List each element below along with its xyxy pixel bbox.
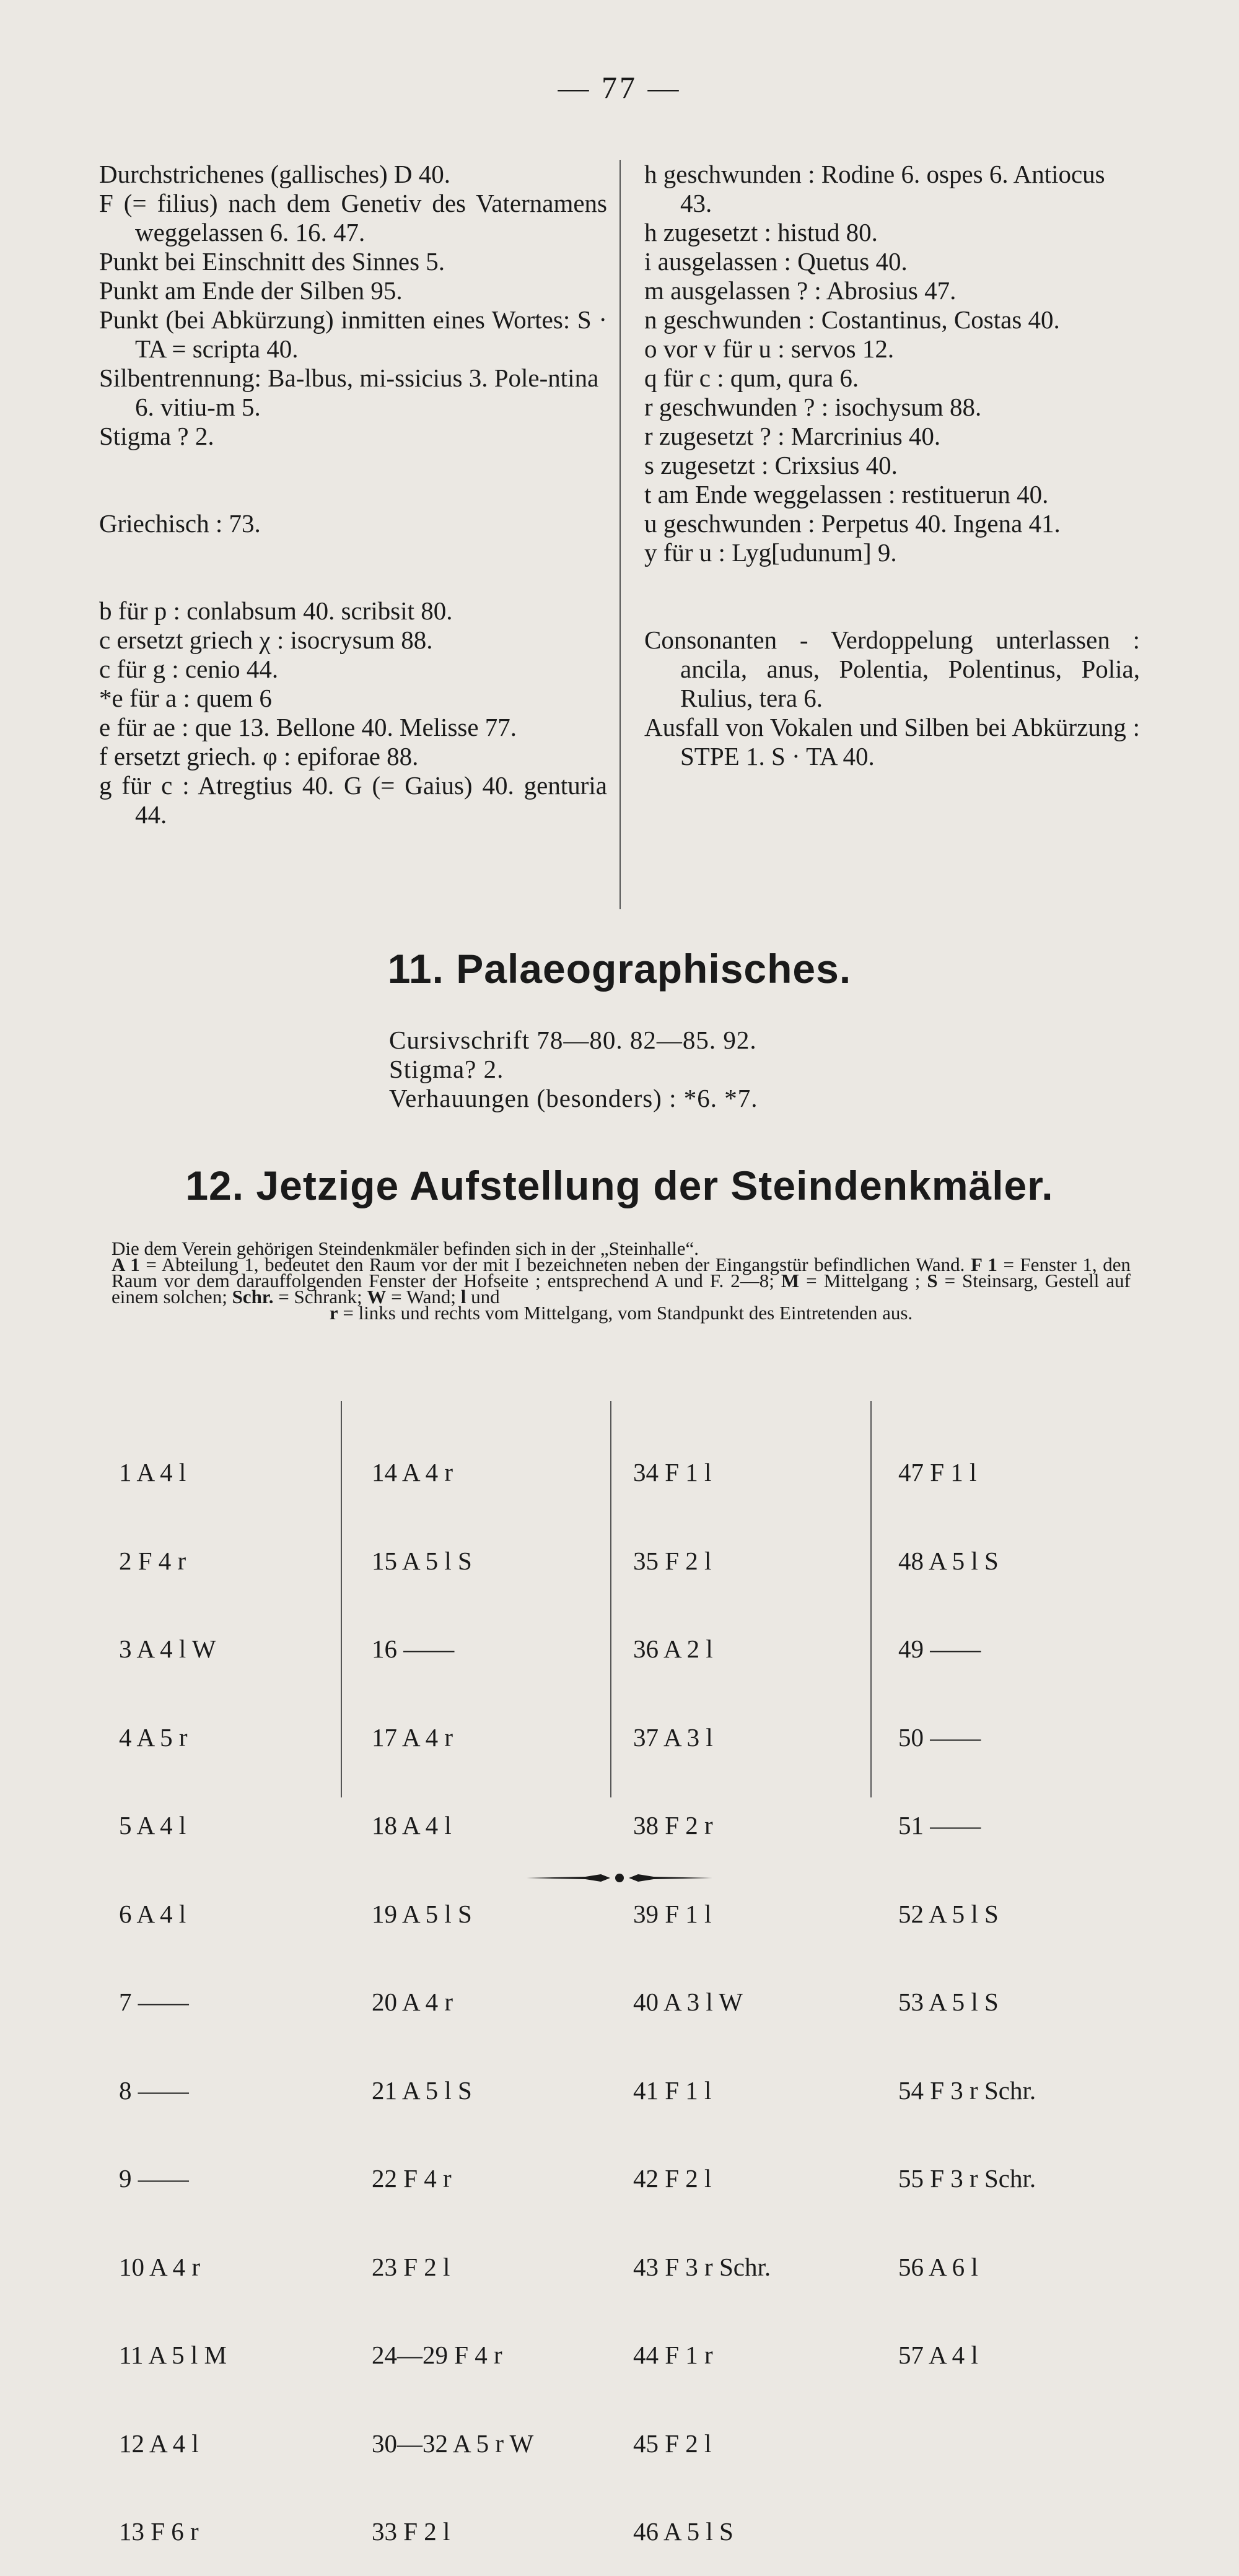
table-column-4 <box>898 1399 1036 2399</box>
table-column-1 <box>119 1399 227 2576</box>
legend-abbr: r <box>329 1302 338 1324</box>
index-entry: Silbentrennung: Ba-lbus, mi-ssicius 3. Pole-ntina 6. vitiu-m 5. <box>99 364 599 421</box>
table-row: 21 A 5 l S <box>372 2076 472 2105</box>
table-row: 44 F 1 r <box>633 2341 713 2369</box>
table-row: 15 A 5 l S <box>372 1546 472 1575</box>
index-entry: Stigma ? 2. <box>99 422 214 450</box>
index-entry: h geschwunden : Rodine 6. ospes 6. Antiocus 43. <box>644 160 1105 217</box>
table-row: 55 F 3 r Schr. <box>898 2164 1036 2193</box>
table-row: 54 F 3 r Schr. <box>898 2076 1036 2105</box>
table-row: 35 F 2 l <box>633 1546 712 1575</box>
legend-text: und <box>466 1286 500 1308</box>
table-row: 41 F 1 l <box>633 2076 712 2105</box>
table-column-2 <box>372 1399 533 2576</box>
table-row: 2 F 4 r <box>119 1546 186 1575</box>
legend-text: = Schrank; <box>273 1286 362 1308</box>
table-row: 38 F 2 r <box>633 1811 713 1840</box>
index-entry: F (= filius) nach dem Genetiv des Vaternamens weggelassen 6. 16. 47. <box>99 189 607 247</box>
index-entry: u geschwunden : Perpetus 40. Ingena 41. <box>644 509 1061 538</box>
table-row: 10 A 4 r <box>119 2252 200 2281</box>
legend-text: = Wand; <box>386 1286 456 1308</box>
index-entry: r geschwunden ? : isochysum 88. <box>644 393 982 421</box>
index-entry: m ausgelassen ? : Abrosius 47. <box>644 276 957 305</box>
table-row: 14 A 4 r <box>372 1458 453 1487</box>
index-entry: Punkt (bei Abkürzung) inmitten eines Wortes: S · TA = scripta 40. <box>99 305 607 363</box>
table-row: 9 —— <box>119 2164 189 2193</box>
index-entry: n geschwunden : Costantinus, Costas 40. <box>644 305 1060 334</box>
table-row: 45 F 2 l <box>633 2429 712 2458</box>
table-row: 51 —— <box>898 1811 981 1840</box>
section-11-heading: 11. Palaeographisches. <box>387 946 852 992</box>
index-entry: i ausgelassen : Quetus 40. <box>644 247 908 276</box>
index-entry: h zugesetzt : histud 80. <box>644 218 878 247</box>
table-row: 48 A 5 l S <box>898 1546 999 1575</box>
left-column <box>99 160 607 829</box>
legend-abbr: l <box>460 1286 466 1308</box>
table-row: 3 A 4 l W <box>119 1635 216 1663</box>
legend-text: = Steinsarg, Gestell auf einem solchen; <box>112 1270 1131 1308</box>
table-row: 7 —— <box>119 1988 189 2016</box>
index-entry: e für ae : que 13. Bellone 40. Melisse 77. <box>99 713 517 741</box>
legend-text: = Abteilung 1, bedeutet den Raum vor der mit I bezeichneten neben der Eingangstür befindlichen Wand. <box>139 1254 965 1275</box>
index-entry: y für u : Lyg[udunum] 9. <box>644 538 897 567</box>
table-row: 39 F 1 l <box>633 1899 712 1928</box>
legend-text: = Mittelgang ; <box>799 1270 921 1291</box>
legend-abbr: S <box>927 1270 938 1291</box>
table-row: 24—29 F 4 r <box>372 2341 502 2369</box>
table-row: 12 A 4 l <box>119 2429 199 2458</box>
table-column-3 <box>633 1399 771 2576</box>
table-row: 49 —— <box>898 1635 981 1663</box>
index-entry: c für g : cenio 44. <box>99 655 279 683</box>
column-divider <box>620 160 621 909</box>
list-item: Stigma? 2. <box>389 1055 504 1083</box>
table-row: 33 F 2 l <box>372 2517 450 2546</box>
table-row: 6 A 4 l <box>119 1899 186 1928</box>
table-row: 13 F 6 r <box>119 2517 199 2546</box>
end-ornament-icon <box>527 1871 712 1885</box>
section-11-list <box>389 1026 758 1113</box>
table-row: 17 A 4 r <box>372 1722 453 1752</box>
list-item: Verhauungen (besonders) : *6. *7. <box>389 1084 758 1112</box>
index-entry: g für c : Atregtius 40. G (= Gaius) 40. genturia 44. <box>99 771 607 829</box>
index-entry: Durchstrichenes (gallisches) D 40. <box>99 160 450 188</box>
legend-abbr: A 1 <box>112 1254 140 1275</box>
legend-abbr: W <box>367 1286 387 1308</box>
table-row: 43 F 3 r Schr. <box>633 2252 771 2281</box>
index-entry: b für p : conlabsum 40. scribsit 80. <box>99 596 453 625</box>
table-divider <box>870 1401 872 1797</box>
table-row: 53 A 5 l S <box>898 1988 999 2016</box>
table-row: 57 A 4 l <box>898 2341 978 2369</box>
table-row: 8 —— <box>119 2076 189 2105</box>
index-entry: t am Ende weggelassen : restituerun 40. <box>644 480 1049 509</box>
index-entry: s zugesetzt : Crixsius 40. <box>644 451 898 479</box>
table-row: 52 A 5 l S <box>898 1899 999 1928</box>
table-row: 50 —— <box>898 1722 981 1752</box>
index-entry: Ausfall von Vokalen und Silben bei Abkürzung : STPE 1. S · TA 40. <box>644 713 1140 771</box>
index-entry: Punkt am Ende der Silben 95. <box>99 276 403 305</box>
table-row: 46 A 5 l S <box>633 2517 733 2546</box>
table-row: 37 A 3 l <box>633 1722 713 1752</box>
table-row: 47 F 1 l <box>898 1458 977 1487</box>
list-item: Cursivschrift 78—80. 82—85. 92. <box>389 1026 757 1054</box>
table-row: 20 A 4 r <box>372 1988 453 2016</box>
index-entry: o vor v für u : servos 12. <box>644 334 895 363</box>
table-row: 23 F 2 l <box>372 2252 450 2281</box>
table-row: 42 F 2 l <box>633 2164 712 2193</box>
table-row: 30—32 A 5 r W <box>372 2429 534 2458</box>
index-entry: r zugesetzt ? : Marcrinius 40. <box>644 422 941 450</box>
table-row: 18 A 4 l <box>372 1811 452 1840</box>
table-row: 1 A 4 l <box>119 1458 186 1487</box>
legend-abbr: M <box>781 1270 800 1291</box>
table-divider <box>610 1401 611 1797</box>
table-row: 5 A 4 l <box>119 1811 186 1840</box>
intro-sentence: Die dem Verein gehörigen Steindenkmäler befinden sich in der „Steinhalle“. <box>112 1238 699 1259</box>
section-12-intro <box>112 1238 1131 1324</box>
table-row: 34 F 1 l <box>633 1458 712 1487</box>
table-divider <box>341 1401 342 1797</box>
index-entry: Griechisch : 73. <box>99 509 261 538</box>
index-entry: *e für a : quem 6 <box>99 684 272 712</box>
legend-text: = Fenster 1, den Raum vor dem darauffolgenden Fenster der Hofseite ; entsprechend A und F. 2—8; <box>112 1254 1131 1291</box>
index-entry: f ersetzt griech. φ : epiforae 88. <box>99 742 419 771</box>
right-column <box>644 160 1140 771</box>
page-number: — 77 — <box>558 70 681 105</box>
table-row: 22 F 4 r <box>372 2164 452 2193</box>
table-row: 4 A 5 r <box>119 1722 188 1752</box>
legend-paragraph <box>112 1254 1131 1308</box>
legend-abbr: F 1 <box>971 1254 997 1275</box>
index-entry: q für c : qum, qura 6. <box>644 364 859 392</box>
table-row: 40 A 3 l W <box>633 1988 743 2016</box>
table-row: 11 A 5 l M <box>119 2341 227 2369</box>
table-row: 56 A 6 l <box>898 2252 978 2281</box>
legend-abbr: Schr. <box>232 1286 274 1308</box>
index-entry: Punkt bei Einschnitt des Sinnes 5. <box>99 247 445 276</box>
table-row: 36 A 2 l <box>633 1635 713 1663</box>
index-entry: c ersetzt griech χ : isocrysum 88. <box>99 626 433 654</box>
table-row: 16 —— <box>372 1635 455 1663</box>
index-entry: Consonanten - Verdoppelung unterlassen : ancila, anus, Polentia, Polentinus, Polia, Rulius, tera 6. <box>644 626 1140 712</box>
legend-text: = links und rechts vom Mittelgang, vom Standpunkt des Eintretenden aus. <box>338 1302 913 1324</box>
section-12-heading: 12. Jetzige Aufstellung der Steindenkmäler. <box>185 1163 1054 1208</box>
table-row: 19 A 5 l S <box>372 1899 472 1928</box>
